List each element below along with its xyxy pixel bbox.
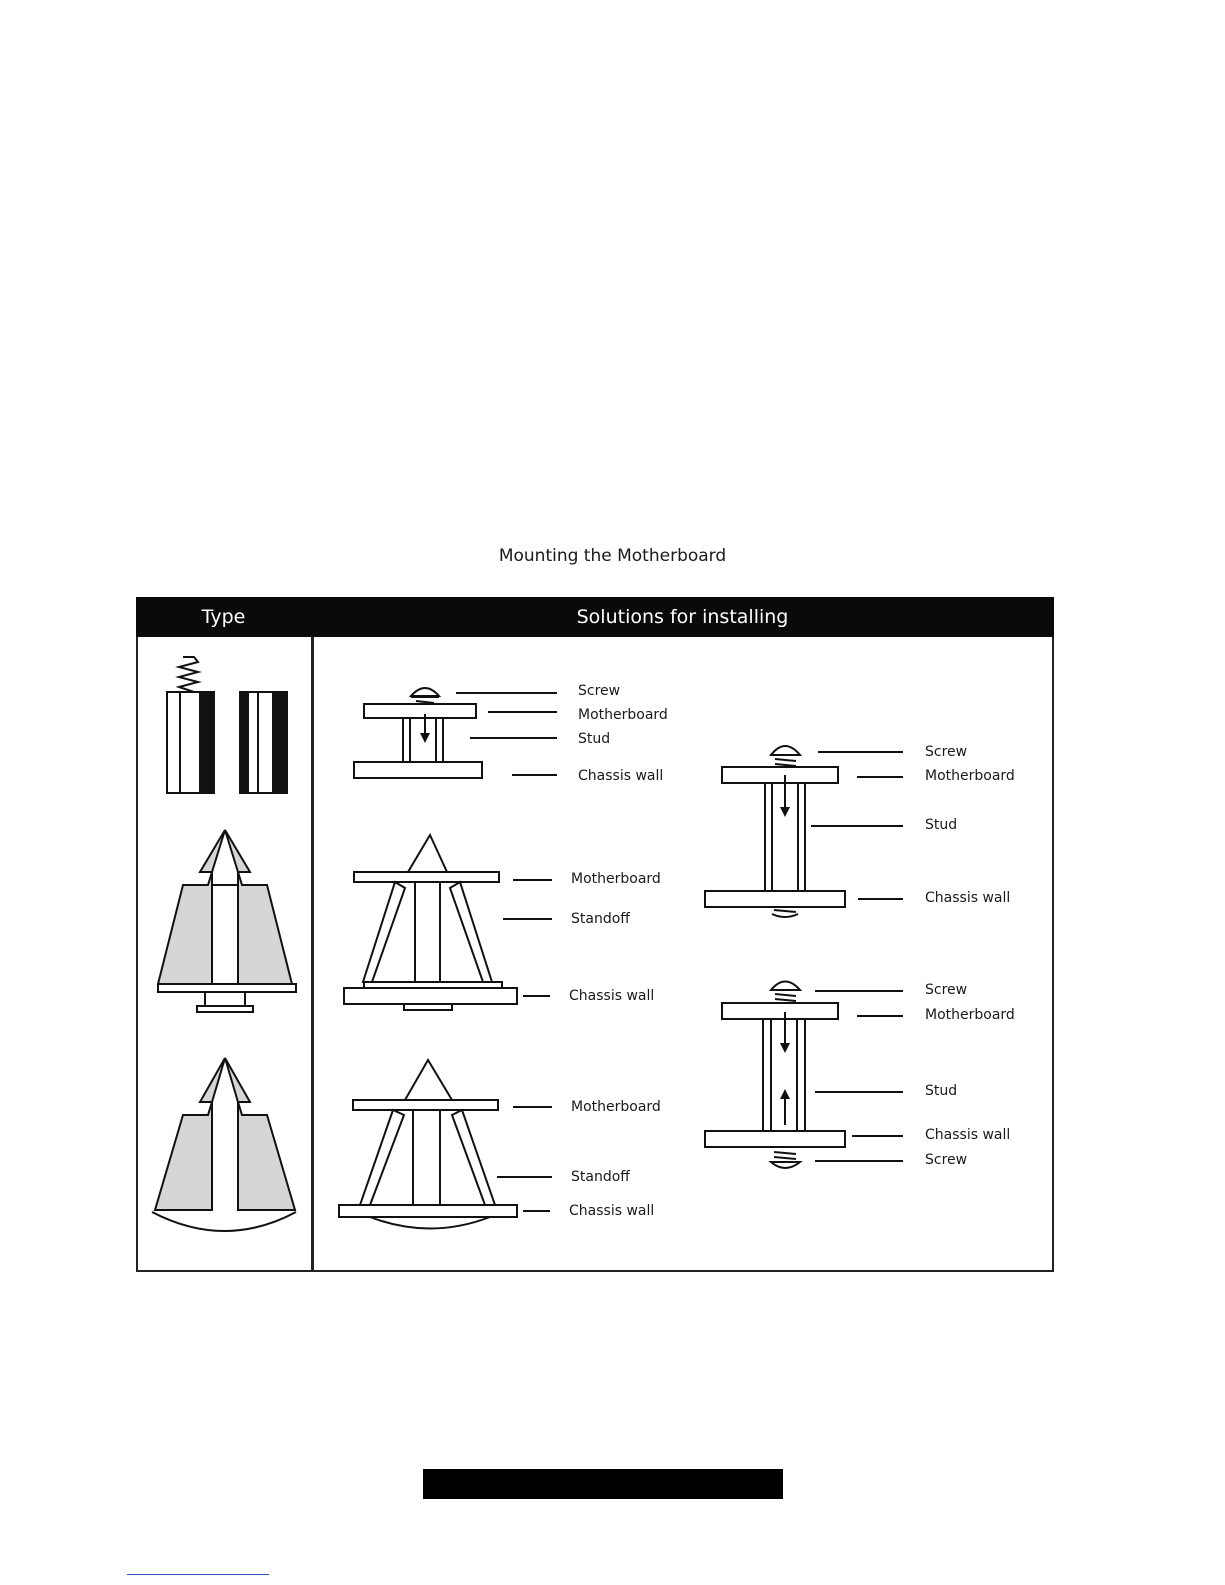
d5-motherboard-label: Motherboard — [925, 1007, 1015, 1023]
type-column-header: Type — [201, 606, 246, 628]
d5-screw-bottom-label: Screw — [925, 1152, 968, 1168]
d2-chassis-label: Chassis wall — [569, 988, 655, 1004]
d1-chassis-label: Chassis wall — [578, 768, 664, 784]
diagram-screw-stud-tall — [705, 746, 903, 917]
diagram-standoff-curved — [339, 1060, 552, 1229]
footer-underline — [127, 1574, 269, 1575]
d4-stud-label: Stud — [925, 817, 958, 833]
plain-stud-icon — [240, 692, 287, 793]
page-title: Mounting the Motherboard — [498, 546, 727, 566]
d1-stud-label: Stud — [578, 731, 611, 747]
d5-stud-label: Stud — [925, 1083, 958, 1099]
diagram-standoff-base — [344, 835, 552, 1010]
standoff-base-icon — [158, 830, 296, 1012]
d2-motherboard-label: Motherboard — [571, 871, 661, 887]
diagram-screw-stud-small — [354, 688, 557, 778]
d3-motherboard-label: Motherboard — [571, 1099, 661, 1115]
d4-chassis-label: Chassis wall — [925, 890, 1011, 906]
d2-standoff-label: Standoff — [571, 911, 630, 927]
d3-chassis-label: Chassis wall — [569, 1203, 655, 1219]
solutions-column-header: Solutions for installing — [576, 606, 789, 628]
d1-screw-label: Screw — [578, 683, 621, 699]
d5-chassis-label: Chassis wall — [925, 1127, 1011, 1143]
d1-motherboard-label: Motherboard — [578, 707, 668, 723]
d4-screw-label: Screw — [925, 744, 968, 760]
d4-motherboard-label: Motherboard — [925, 768, 1015, 784]
threaded-stud-icon — [167, 657, 214, 793]
d5-screw-label: Screw — [925, 982, 968, 998]
d3-standoff-label: Standoff — [571, 1169, 630, 1185]
standoff-curved-icon — [152, 1058, 296, 1231]
diagram-screw-stud-double — [705, 982, 903, 1169]
footer-bar — [423, 1469, 783, 1499]
